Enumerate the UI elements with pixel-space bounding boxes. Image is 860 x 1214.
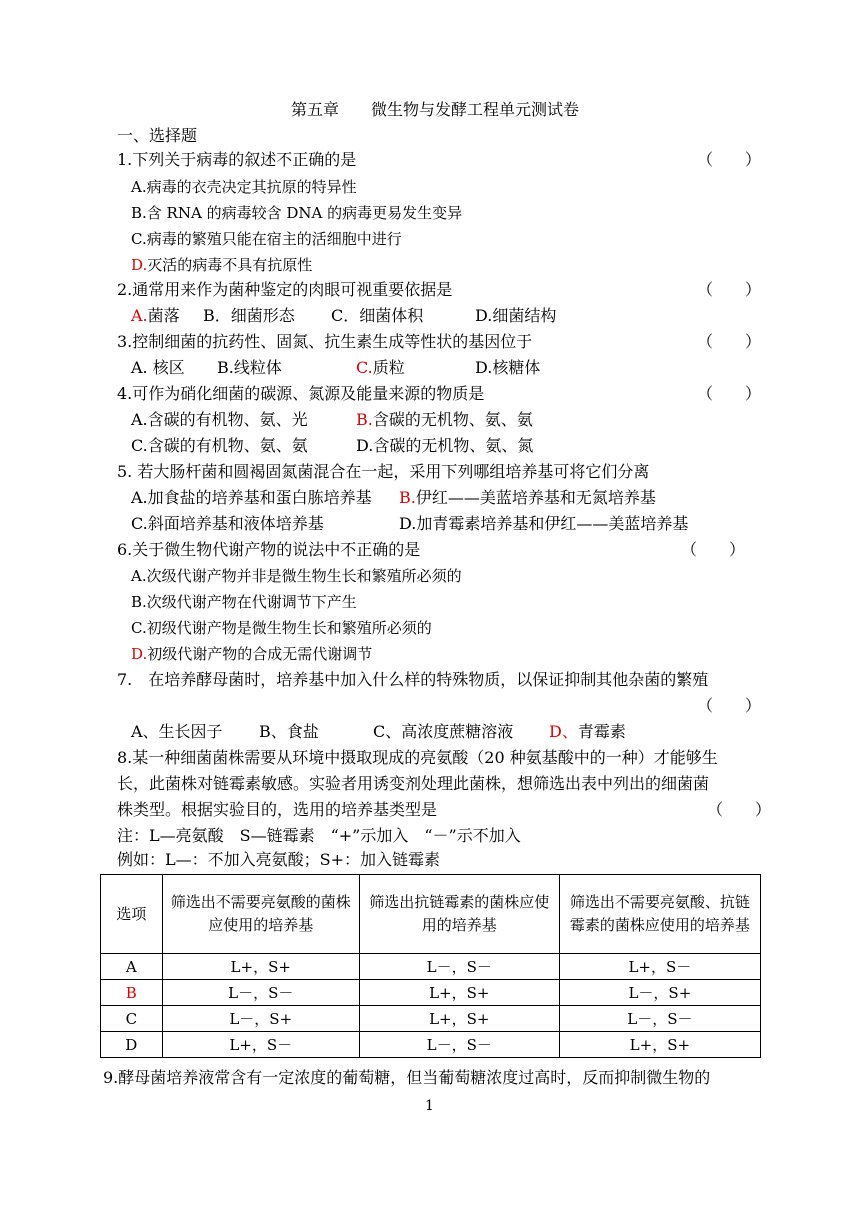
table-header-cell: 筛选出不需要亮氨酸、抗链霉素的菌株应使用的培养基 — [559, 875, 760, 954]
table-cell: L－，S+ — [162, 1006, 359, 1032]
table-cell: L+，S+ — [359, 1006, 559, 1032]
question-8-note-2: 例如：L—：不加入亮氨酸；S+：加入链霉素 — [117, 850, 440, 869]
section-heading: 一、选择题 — [117, 126, 198, 145]
q1-option-d: D.灭活的病毒不具有抗原性 — [131, 256, 313, 274]
q4-option-c: C.含碳的有机物、氨、氨 — [131, 436, 308, 455]
answer-paren-8: （ ） — [707, 800, 772, 819]
q3-option-c: C.质粒 — [356, 358, 405, 377]
table-cell: L+，S+ — [359, 980, 559, 1006]
answer-letter: D、 — [549, 722, 578, 741]
q1-option-c: C.病毒的繁殖只能在宿主的活细胞中进行 — [131, 230, 402, 248]
question-8-line-2: 长，此菌株对链霉素敏感。实验者用诱变剂处理此菌株，想筛选出表中列出的细菌菌 — [117, 774, 710, 793]
q5-option-b: B.伊红——美蓝培养基和无氮培养基 — [399, 488, 656, 507]
table-cell: L+，S+ — [559, 1032, 760, 1058]
q5-option-c: C.斜面培养基和液体培养基 — [131, 514, 324, 533]
answer-letter: B. — [399, 488, 416, 507]
table-row — [101, 980, 761, 1006]
page-number: 1 — [425, 1098, 434, 1114]
q3-option-b: B.线粒体 — [217, 358, 282, 377]
q7-option-c: C、高浓度蔗糖溶液 — [373, 722, 514, 741]
q6-option-b: B.次级代谢产物在代谢调节下产生 — [131, 593, 357, 611]
question-4-stem: 4.可作为硝化细菌的碳源、氮源及能量来源的物质是 — [117, 384, 485, 403]
q4-option-b: B.含碳的无机物、氨、氨 — [356, 410, 533, 429]
q7-option-a: A、生长因子 — [131, 722, 223, 741]
q5-option-d: D.加青霉素培养基和伊红——美蓝培养基 — [399, 514, 689, 533]
question-8-line-1: 8.某一种细菌菌株需要从环境中摄取现成的亮氨酸（20 种氨基酸中的一种）才能够生 — [117, 748, 718, 767]
q6-option-d: D.初级代谢产物的合成无需代谢调节 — [131, 645, 373, 663]
table-cell: L+，S－ — [559, 954, 760, 980]
table-header-cell: 筛选出不需要亮氨酸的菌株应使用的培养基 — [162, 875, 359, 954]
question-5-stem: 5. 若大肠杆菌和圆褐固氮菌混合在一起，采用下列哪组培养基可将它们分离 — [117, 462, 650, 481]
question-2-stem: 2.通常用来作为菌种鉴定的肉眼可视重要依据是 — [117, 280, 453, 299]
q1-option-b: B.含 RNA 的病毒较含 DNA 的病毒更易发生变异 — [131, 204, 463, 222]
q2-option-b: B．细菌形态 — [203, 306, 295, 325]
table-cell-option: A — [101, 954, 163, 980]
table-cell: L－，S－ — [359, 1032, 559, 1058]
answer-letter: B. — [356, 410, 373, 429]
table-cell: L－，S－ — [162, 980, 359, 1006]
document-title: 第五章 微生物与发酵工程单元测试卷 — [291, 100, 580, 119]
question-8-note-1: 注：L—亮氨酸 S—链霉素 “+”示加入 “－”示不加入 — [117, 826, 521, 845]
question-6-stem: 6.关于微生物代谢产物的说法中不正确的是 — [117, 540, 421, 559]
q6-option-c: C.初级代谢产物是微生物生长和繁殖所必须的 — [131, 619, 432, 637]
table-cell: L－，S+ — [559, 980, 760, 1006]
q7-option-d: D、青霉素 — [549, 722, 626, 741]
table-cell-option: D — [101, 1032, 163, 1058]
answer-paren-3: （ ） — [697, 332, 762, 351]
table-row — [101, 1032, 761, 1058]
table-cell: L+，S－ — [162, 1032, 359, 1058]
question-8-line-3: 株类型。根据实验目的，选用的培养基类型是 — [117, 800, 438, 819]
q2-option-c: C．细菌体积 — [331, 306, 424, 325]
q5-option-a: A.加食盐的培养基和蛋白胨培养基 — [131, 488, 372, 507]
table-row — [101, 1006, 761, 1032]
q4-option-d: D.含碳的无机物、氨、氮 — [356, 436, 534, 455]
table-header-cell: 选项 — [101, 875, 163, 954]
table-cell: L－，S－ — [359, 954, 559, 980]
q3-option-d: D.核糖体 — [475, 358, 541, 377]
q2-option-d: D.细菌结构 — [475, 306, 557, 325]
answer-letter: C. — [356, 358, 373, 377]
table-row — [101, 954, 761, 980]
table-header-row — [101, 875, 761, 954]
q4-option-a: A.含碳的有机物、氨、光 — [131, 410, 308, 429]
answer-paren-2: （ ） — [697, 280, 762, 299]
medium-table — [100, 874, 761, 1058]
q1-option-a: A.病毒的衣壳决定其抗原的特异性 — [131, 178, 357, 196]
q7-option-b: B、食盐 — [259, 722, 319, 741]
table-cell: L－，S－ — [559, 1006, 760, 1032]
answer-letter: A. — [131, 306, 148, 325]
question-1-stem: 1.下列关于病毒的叙述不正确的是 — [117, 150, 357, 169]
answer-paren-1: （ ） — [697, 150, 762, 169]
answer-letter: D. — [131, 256, 148, 274]
answer-paren-6: （ ） — [681, 540, 746, 559]
q3-option-a: A. 核区 — [131, 358, 185, 377]
question-9-line-1: 9.酵母菌培养液常含有一定浓度的葡萄糖，但当葡萄糖浓度过高时，反而抑制微生物的 — [103, 1068, 711, 1087]
table-cell: L+，S+ — [162, 954, 359, 980]
q6-option-a: A.次级代谢产物并非是微生物生长和繁殖所必须的 — [131, 567, 462, 585]
answer-paren-4: （ ） — [697, 384, 762, 403]
table-cell-option: B — [101, 980, 163, 1006]
question-3-stem: 3.控制细菌的抗药性、固氮、抗生素生成等性状的基因位于 — [117, 332, 533, 351]
answer-letter: D. — [131, 645, 148, 663]
table-cell-option: C — [101, 1006, 163, 1032]
table-header-cell: 筛选出抗链霉素的菌株应使用的培养基 — [359, 875, 559, 954]
answer-paren-7: （ ） — [697, 696, 762, 715]
q2-option-a: A.菌落 — [131, 306, 180, 325]
question-7-stem: 7. 在培养酵母菌时，培养基中加入什么样的特殊物质，以保证抑制其他杂菌的繁殖 — [117, 670, 709, 689]
